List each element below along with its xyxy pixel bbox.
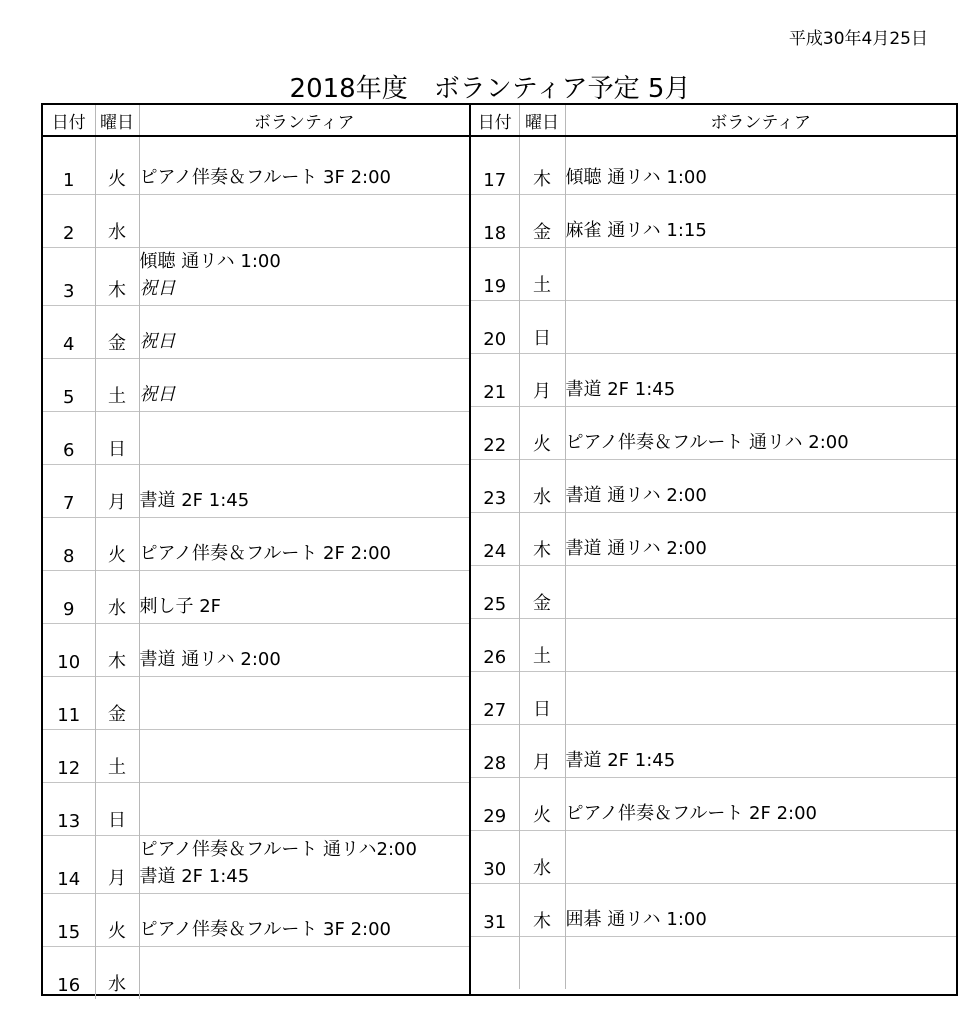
activity-cell bbox=[139, 676, 469, 729]
title-year: 2018年度 bbox=[289, 74, 408, 104]
activity-cell bbox=[565, 671, 956, 724]
activity-cell bbox=[139, 194, 469, 247]
day-cell bbox=[471, 936, 519, 989]
weekday-cell: 木 bbox=[519, 136, 565, 194]
day-cell: 10 bbox=[43, 623, 95, 676]
activity-cell bbox=[565, 406, 956, 459]
weekday-cell: 火 bbox=[95, 136, 139, 194]
day-cell: 26 bbox=[471, 618, 519, 671]
day-cell: 21 bbox=[471, 353, 519, 406]
schedule-row bbox=[471, 618, 956, 671]
day-cell: 22 bbox=[471, 406, 519, 459]
day-cell: 18 bbox=[471, 194, 519, 247]
day-cell: 1 bbox=[63, 169, 75, 191]
schedule-row bbox=[471, 136, 956, 194]
activity-cell bbox=[565, 618, 956, 671]
weekday-cell: 日 bbox=[519, 300, 565, 353]
schedule-row bbox=[43, 517, 469, 570]
weekday-cell: 日 bbox=[519, 671, 565, 724]
header-day: 日付 bbox=[43, 105, 95, 136]
schedule-row bbox=[43, 729, 469, 782]
day-cell: 31 bbox=[471, 883, 519, 936]
schedule-right-half bbox=[471, 105, 956, 994]
activity-cell bbox=[139, 946, 469, 999]
schedule-row bbox=[471, 512, 956, 565]
activity-cell bbox=[139, 623, 469, 676]
activity-text: 麻雀 通リハ 1:15 bbox=[565, 219, 707, 241]
day-cell: 7 bbox=[43, 464, 95, 517]
day-cell: 14 bbox=[43, 835, 95, 893]
weekday-cell: 月 bbox=[95, 464, 139, 517]
schedule-row bbox=[43, 411, 469, 464]
schedule-row bbox=[43, 464, 469, 517]
weekday-cell: 水 bbox=[519, 830, 565, 883]
schedule-row bbox=[43, 946, 469, 999]
weekday-cell: 土 bbox=[95, 729, 139, 782]
activity-text: 書道 通リハ 2:00 bbox=[565, 484, 707, 506]
weekday-cell: 金 bbox=[519, 194, 565, 247]
schedule-row bbox=[471, 247, 956, 300]
weekday-cell: 水 bbox=[519, 459, 565, 512]
day-cell: 12 bbox=[43, 729, 95, 782]
activity-cell bbox=[139, 835, 469, 893]
weekday-cell: 木 bbox=[95, 247, 139, 305]
header-weekday: 曜日 bbox=[95, 105, 139, 136]
header-weekday: 曜日 bbox=[519, 105, 565, 136]
activity-text: 書道 通リハ 2:00 bbox=[139, 648, 281, 670]
header-activity: ボランティア bbox=[565, 105, 956, 136]
weekday-cell: 木 bbox=[519, 883, 565, 936]
activity-cell bbox=[139, 517, 469, 570]
header-row bbox=[471, 105, 956, 136]
activity-text: ピアノ伴奏＆フルート 通リハ2:00 bbox=[139, 838, 417, 860]
activity-cell bbox=[565, 194, 956, 247]
schedule-row bbox=[471, 353, 956, 406]
schedule-row bbox=[43, 136, 469, 194]
activity-cell bbox=[139, 247, 469, 305]
activity-cell bbox=[139, 893, 469, 946]
activity-text: ピアノ伴奏＆フルート 2F 2:00 bbox=[139, 542, 392, 564]
schedule-row bbox=[471, 459, 956, 512]
day-cell: 27 bbox=[471, 671, 519, 724]
day-cell: 13 bbox=[43, 782, 95, 835]
schedule-row bbox=[471, 724, 956, 777]
schedule-row bbox=[471, 936, 956, 989]
schedule-row bbox=[471, 830, 956, 883]
activity-text: ピアノ伴奏＆フルート 3F 2:00 bbox=[139, 166, 392, 188]
activity-cell bbox=[565, 777, 956, 830]
schedule-row bbox=[43, 676, 469, 729]
weekday-cell: 土 bbox=[519, 247, 565, 300]
day-cell: 24 bbox=[471, 512, 519, 565]
schedule-row bbox=[43, 247, 469, 305]
activity-text: 書道 2F 1:45 bbox=[139, 489, 250, 511]
weekday-cell: 水 bbox=[95, 194, 139, 247]
day-cell: 28 bbox=[471, 724, 519, 777]
day-cell: 30 bbox=[471, 830, 519, 883]
schedule-row bbox=[43, 570, 469, 623]
schedule-frame bbox=[41, 103, 958, 996]
activity-cell bbox=[139, 782, 469, 835]
activity-cell bbox=[139, 729, 469, 782]
activity-text: 傾聴 通リハ 1:00 bbox=[139, 250, 281, 272]
weekday-cell: 金 bbox=[95, 305, 139, 358]
activity-text: 書道 2F 1:45 bbox=[139, 865, 250, 887]
weekday-cell: 火 bbox=[519, 777, 565, 830]
weekday-cell: 日 bbox=[95, 782, 139, 835]
activity-text: ピアノ伴奏＆フルート 3F 2:00 bbox=[139, 918, 392, 940]
day-cell: 6 bbox=[43, 411, 95, 464]
page-title bbox=[0, 68, 980, 105]
activity-text: 傾聴 通リハ 1:00 bbox=[565, 166, 707, 188]
schedule-row bbox=[43, 194, 469, 247]
schedule-row bbox=[43, 623, 469, 676]
holiday-label: 祝日 bbox=[139, 383, 176, 405]
activity-cell bbox=[139, 305, 469, 358]
activity-text: ピアノ伴奏＆フルート 通リハ 2:00 bbox=[565, 431, 849, 453]
activity-cell bbox=[139, 464, 469, 517]
activity-text: ピアノ伴奏＆フルート 2F 2:00 bbox=[565, 802, 818, 824]
day-cell: 8 bbox=[43, 517, 95, 570]
day-cell: 11 bbox=[43, 676, 95, 729]
weekday-cell: 火 bbox=[95, 893, 139, 946]
day-cell: 16 bbox=[43, 946, 95, 999]
activity-cell bbox=[565, 512, 956, 565]
activity-text: 書道 2F 1:45 bbox=[565, 749, 676, 771]
weekday-cell: 月 bbox=[95, 835, 139, 893]
header-activity: ボランティア bbox=[139, 105, 469, 136]
weekday-cell: 月 bbox=[519, 724, 565, 777]
activity-text: 書道 通リハ 2:00 bbox=[565, 537, 707, 559]
day-cell: 2 bbox=[43, 194, 95, 247]
activity-text: 書道 2F 1:45 bbox=[565, 378, 676, 400]
holiday-label: 祝日 bbox=[139, 330, 176, 352]
activity-cell bbox=[565, 936, 956, 989]
weekday-cell: 月 bbox=[519, 353, 565, 406]
weekday-cell: 水 bbox=[95, 946, 139, 999]
day-cell: 15 bbox=[43, 893, 95, 946]
activity-cell bbox=[565, 830, 956, 883]
holiday-label: 祝日 bbox=[139, 277, 176, 299]
weekday-cell: 日 bbox=[95, 411, 139, 464]
weekday-cell: 水 bbox=[95, 570, 139, 623]
schedule-row bbox=[43, 358, 469, 411]
schedule-row bbox=[471, 300, 956, 353]
day-cell: 23 bbox=[471, 459, 519, 512]
weekday-cell: 土 bbox=[519, 618, 565, 671]
day-cell: 25 bbox=[471, 565, 519, 618]
activity-cell bbox=[139, 358, 469, 411]
schedule-row bbox=[43, 782, 469, 835]
schedule-row bbox=[471, 671, 956, 724]
day-cell: 4 bbox=[43, 305, 95, 358]
schedule-row bbox=[471, 883, 956, 936]
header-row bbox=[43, 105, 469, 136]
schedule-row bbox=[471, 406, 956, 459]
activity-cell bbox=[139, 570, 469, 623]
weekday-cell: 火 bbox=[519, 406, 565, 459]
schedule-row bbox=[43, 305, 469, 358]
weekday-cell bbox=[519, 936, 565, 989]
schedule-row bbox=[43, 835, 469, 893]
schedule-row bbox=[471, 777, 956, 830]
activity-cell bbox=[565, 459, 956, 512]
day-cell: 29 bbox=[471, 777, 519, 830]
activity-cell bbox=[565, 300, 956, 353]
day-cell: 5 bbox=[43, 358, 95, 411]
schedule-body-right bbox=[471, 136, 956, 989]
day-cell: 20 bbox=[471, 300, 519, 353]
activity-cell bbox=[139, 411, 469, 464]
weekday-cell: 金 bbox=[519, 565, 565, 618]
schedule-left-half bbox=[43, 105, 471, 994]
schedule-table-right bbox=[471, 105, 956, 989]
schedule-table-left bbox=[43, 105, 469, 999]
day-cell: 19 bbox=[471, 247, 519, 300]
schedule-row bbox=[471, 194, 956, 247]
day-cell: 17 bbox=[483, 169, 507, 191]
activity-cell bbox=[139, 136, 469, 194]
schedule-body-left bbox=[43, 136, 469, 999]
schedule-row bbox=[43, 893, 469, 946]
day-cell: 3 bbox=[43, 247, 95, 305]
weekday-cell: 木 bbox=[519, 512, 565, 565]
activity-cell bbox=[565, 883, 956, 936]
document-date: 平成30年4月25日 bbox=[788, 29, 928, 49]
activity-cell bbox=[565, 565, 956, 618]
weekday-cell: 土 bbox=[95, 358, 139, 411]
activity-cell bbox=[565, 724, 956, 777]
weekday-cell: 火 bbox=[95, 517, 139, 570]
header-day: 日付 bbox=[471, 105, 519, 136]
activity-cell bbox=[565, 247, 956, 300]
weekday-cell: 金 bbox=[95, 676, 139, 729]
activity-text: 刺し子 2F bbox=[139, 595, 222, 617]
schedule-row bbox=[471, 565, 956, 618]
activity-text: 囲碁 通リハ 1:00 bbox=[565, 908, 707, 930]
title-main: ボランティア予定 5月 bbox=[433, 74, 691, 104]
activity-cell bbox=[565, 136, 956, 194]
activity-cell bbox=[565, 353, 956, 406]
day-cell: 9 bbox=[43, 570, 95, 623]
weekday-cell: 木 bbox=[95, 623, 139, 676]
